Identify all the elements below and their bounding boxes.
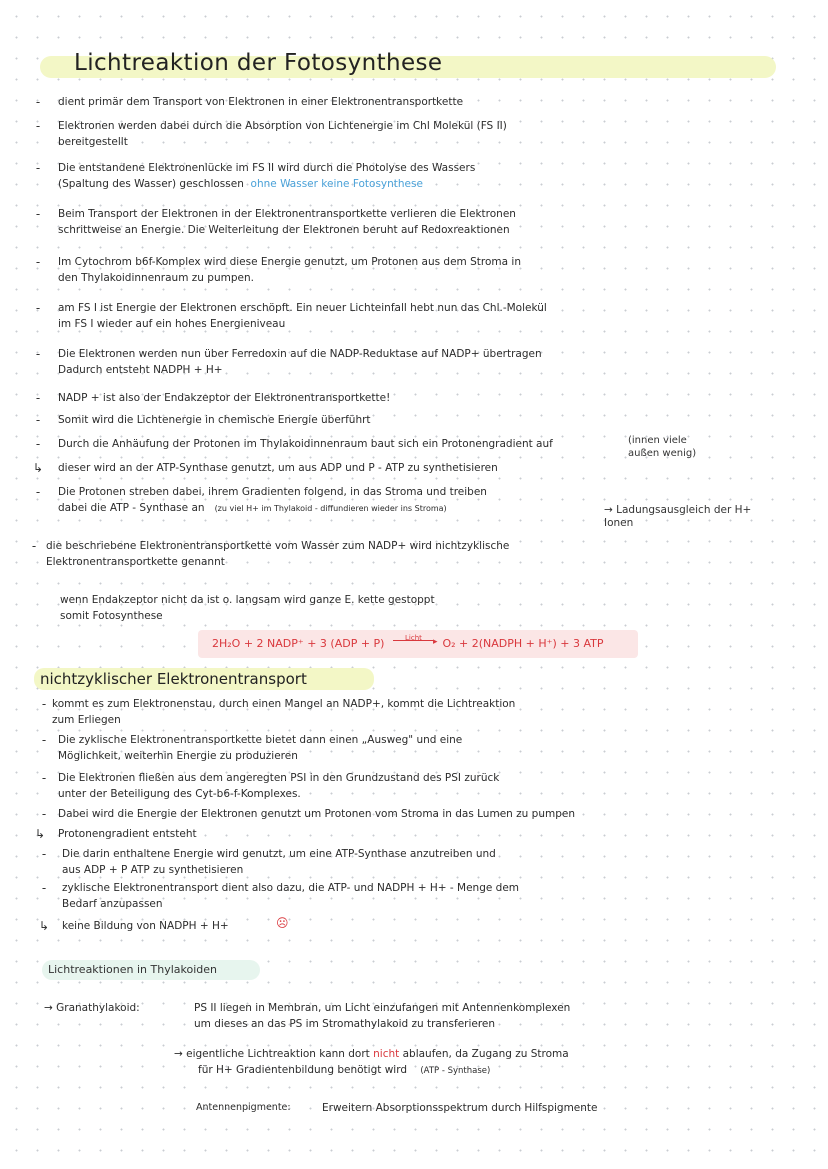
- note-item: [58, 94, 463, 110]
- arrow-label: Licht: [405, 634, 422, 642]
- note-line: um dieses an das PS im Stromathylakoid zu transferieren: [194, 1018, 496, 1030]
- bullet-marker: -: [35, 391, 41, 405]
- note-text: dabei die ATP - Synthase an: [58, 502, 205, 514]
- note-line: Möglichkeit, weiterhin Energie zu produzieren: [58, 750, 298, 762]
- note-line: Im Cytochrom b6f-Komplex wird diese Energie genutzt, um Protonen aus dem Stroma in: [58, 256, 521, 268]
- note-line: Die Elektronen werden nun über Ferredoxin auf die NADP-Reduktase auf NADP+ übertragen: [58, 348, 542, 360]
- note-line: Durch die Anhäufung der Protonen im Thylakoidinnenraum baut sich ein Protonengradient auf: [58, 438, 553, 450]
- note-line: dient primär dem Transport von Elektronen in einer Elektronentransportkette: [58, 96, 464, 108]
- bullet-marker: -: [41, 847, 47, 861]
- note-item: [62, 846, 496, 878]
- note-item: [58, 346, 542, 378]
- note-comment: (zu viel H+ im Thylakoid - diffundieren wieder ins Stroma): [214, 504, 447, 513]
- bullet-marker: -: [35, 207, 41, 221]
- note-item: [58, 770, 499, 802]
- title-area: [40, 50, 778, 82]
- note-line: Die darin enthaltene Energie wird genutzt, um eine ATP-Synthase anzutreiben und: [62, 848, 496, 860]
- note-text: (Spaltung des Wasser) geschlossen: [58, 178, 244, 190]
- bullet-marker: -: [35, 301, 41, 315]
- antenna-label: Antennenpigmente:: [196, 1102, 291, 1113]
- side-note-gradient: (innen viele außen wenig): [628, 435, 697, 459]
- note-item: [62, 918, 229, 934]
- note-line: [174, 1046, 569, 1062]
- note-line: zyklische Elektronentransport dient also dazu, die ATP- und NADPH + H+ - Menge dem: [62, 882, 520, 894]
- note-line: wenn Endakzeptor nicht da ist o. langsam wird ganze E. kette gestoppt: [60, 594, 435, 606]
- note-item: [58, 254, 521, 286]
- antenna-text: Erweitern Absorptionsspektrum durch Hilfspigmente: [322, 1102, 598, 1114]
- reaction-arrow: [391, 634, 438, 653]
- note-line: im FS I wieder auf ein hohes Energieniveau: [58, 318, 286, 330]
- note-item: [52, 696, 515, 728]
- note-line: Die zyklische Elektronentransportkette bietet dann einen „Ausweg" und eine: [58, 734, 463, 746]
- arrow-marker: ↳: [34, 827, 46, 841]
- note-item: [58, 206, 516, 238]
- note-line: Die Protonen streben dabei, ihrem Gradienten folgend, in das Stroma und treiben: [58, 486, 487, 498]
- bullet-marker: -: [41, 771, 47, 785]
- note-item: [58, 436, 553, 452]
- note-item: [58, 160, 475, 192]
- note-line: bereitgestellt: [58, 136, 128, 148]
- note-item: [58, 732, 462, 764]
- note-line: kommt es zum Elektronenstau, durch einen Mangel an NADP+, kommt die Lichtreaktion: [52, 698, 516, 710]
- sad-face-icon: ☹: [276, 916, 289, 930]
- note-line: Protonengradient entsteht: [58, 828, 197, 840]
- note-item: [58, 826, 197, 842]
- note-line: Dadurch entsteht NADPH + H+: [58, 364, 223, 376]
- arrow-line: [393, 640, 433, 641]
- bullet-marker: -: [35, 95, 41, 109]
- bullet-marker: -: [41, 881, 47, 895]
- note-line: den Thylakoidinnenraum zu pumpen.: [58, 272, 254, 284]
- note-line: Die entstandene Elektronenlücke im FS II wird durch die Photolyse des Wassers: [58, 162, 476, 174]
- note-text: für H+ Gradientenbildung benötigt wird: [198, 1064, 407, 1076]
- note-text: ablaufen, da Zugang zu Stroma: [402, 1048, 569, 1060]
- bullet-marker: -: [41, 807, 47, 821]
- note-line: die beschriebene Elektronentransportkette vom Wasser zum NADP+ wird nichtzyklische: [46, 540, 510, 552]
- note-line: Somit wird die Lichtenergie in chemische Energie überführt: [58, 414, 371, 426]
- note-line: Bedarf anzupassen: [62, 898, 163, 910]
- note-line: PS II liegen in Membran, um Licht einzufangen mit Antennenkomplexen: [194, 1002, 571, 1014]
- note-line: schrittweise an Energie. Die Weiterleitung der Elektronen beruht auf Redoxreaktionen: [58, 224, 510, 236]
- note-comment: ohne Wasser keine Fotosynthese: [250, 178, 423, 190]
- note-line: zum Erliegen: [52, 714, 121, 726]
- emphasis-text: nicht: [373, 1048, 400, 1060]
- page-title: Lichtreaktion der Fotosynthese: [74, 50, 443, 76]
- note-line: somit Fotosynthese: [60, 610, 163, 622]
- arrow-marker: ↳: [32, 461, 44, 475]
- note-line: NADP + ist also der Endakzeptor der Elektronentransportkette!: [58, 392, 391, 404]
- summary-item: [46, 538, 509, 570]
- subsection-heading: Lichtreaktionen in Thylakoiden: [48, 963, 217, 976]
- note-line: Dabei wird die Energie der Elektronen genutzt um Protonen vom Stroma in das Lumen zu pumpen: [58, 808, 575, 820]
- photosynthesis-equation: [212, 636, 603, 653]
- bullet-marker: -: [35, 161, 41, 175]
- note-line: Beim Transport der Elektronen in der Elektronentransportkette verlieren die Elektronen: [58, 208, 516, 220]
- note-item: [58, 806, 575, 822]
- bullet-marker: -: [41, 733, 47, 747]
- note-comment: (ATP - Synthase): [420, 1066, 491, 1076]
- arrow-marker: ↳: [38, 919, 50, 933]
- equation-right: O₂ + 2(NADPH + H⁺) + 3 ATP: [442, 637, 604, 650]
- bullet-marker: -: [35, 485, 41, 499]
- equation-left: 2H₂O + 2 NADP⁺ + 3 (ADP + P): [212, 637, 385, 650]
- note-line: [58, 176, 475, 192]
- side-note-charge: → Ladungsausgleich der H+ Ionen: [604, 504, 752, 529]
- note-line: Elektronentransportkette genannt: [46, 556, 225, 568]
- note-item: [58, 390, 390, 406]
- note-line: am FS I ist Energie der Elektronen erschöpft. Ein neuer Lichteinfall hebt nun das Chl.-Molekül: [58, 302, 547, 314]
- note-line: keine Bildung von NADPH + H+: [62, 920, 229, 932]
- bullet-marker: -: [31, 539, 37, 553]
- note-item: [62, 880, 519, 912]
- note-line: aus ADP + P ATP zu synthetisieren: [62, 864, 244, 876]
- note-item: [58, 118, 507, 150]
- note-line: [58, 500, 487, 517]
- note-line: dieser wird an der ATP-Synthase genutzt, um aus ADP und P - ATP zu synthetisieren: [58, 462, 498, 474]
- note-line: Die Elektronen fließen aus dem angeregten PSI in den Grundzustand des PSI zurück: [58, 772, 500, 784]
- consequence-note: [174, 1046, 569, 1079]
- note-text: → eigentliche Lichtreaktion kann dort: [174, 1048, 370, 1060]
- bullet-marker: -: [35, 413, 41, 427]
- bullet-marker: -: [41, 697, 47, 711]
- note-item: [58, 460, 498, 476]
- note-item: [58, 412, 371, 428]
- bullet-marker: -: [35, 119, 41, 133]
- note-line: [174, 1062, 569, 1079]
- arrow-head-icon: ▸: [432, 637, 438, 647]
- bullet-marker: -: [35, 255, 41, 269]
- section-heading: nichtzyklischer Elektronentransport: [40, 670, 307, 688]
- note-line: Elektronen werden dabei durch die Absorption von Lichtenergie im Chl Molekül (FS II): [58, 120, 507, 132]
- bullet-marker: -: [35, 437, 41, 451]
- condition-note: [60, 592, 435, 624]
- note-item: [58, 300, 547, 332]
- note-line: unter der Beteiligung des Cyt-b6-f-Komplexes.: [58, 788, 301, 800]
- note-item: [58, 484, 487, 517]
- granathylakoid-text: [194, 1000, 570, 1032]
- bullet-marker: -: [35, 347, 41, 361]
- granathylakoid-label: → Granathylakoid:: [44, 1002, 140, 1014]
